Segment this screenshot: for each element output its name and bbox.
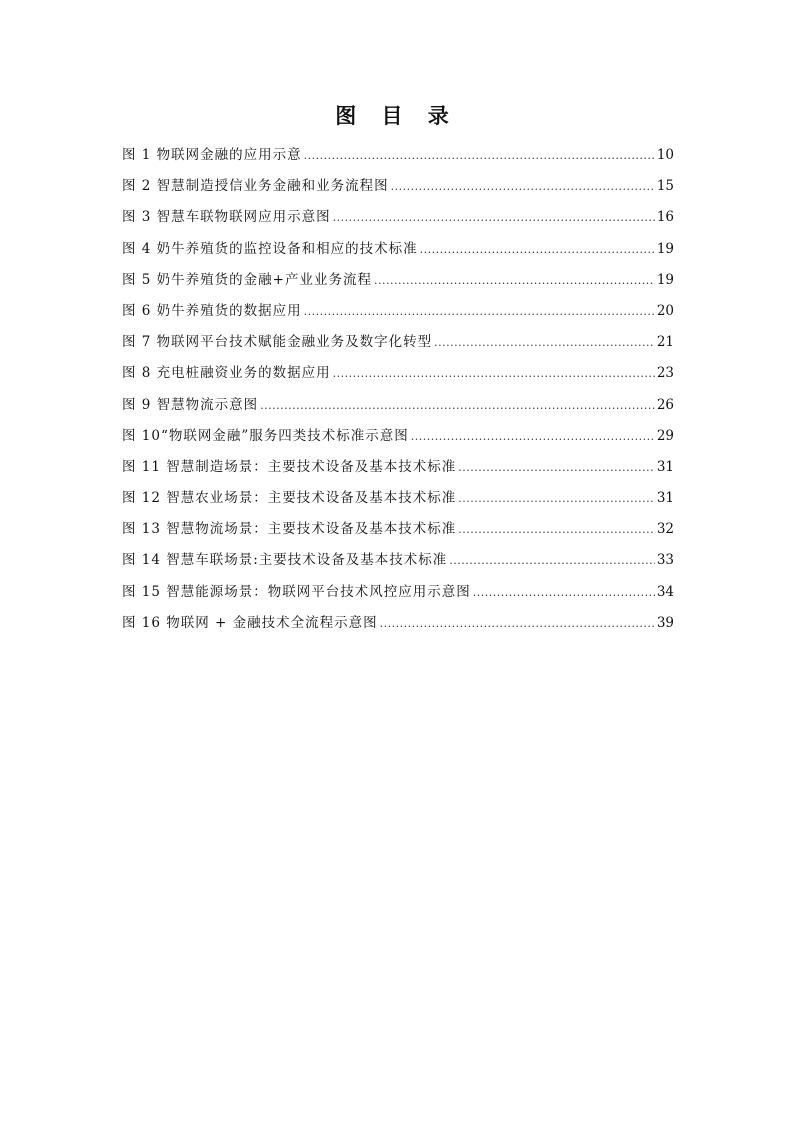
toc-dot-leader: [304, 296, 655, 327]
toc-entry-page: 19: [656, 271, 674, 288]
toc-entry-page: 15: [656, 178, 674, 195]
toc-dot-leader: [434, 327, 655, 358]
toc-entry-page: 31: [656, 490, 674, 507]
toc-entry[interactable]: [122, 421, 674, 452]
toc-entry-label: 图 16 物联网 + 金融技术全流程示意图: [122, 614, 378, 631]
toc-entry-label: 图 2 智慧制造授信业务金融和业务流程图: [122, 178, 389, 195]
toc-entry-label: 图 15 智慧能源场景：物联网平台技术风控应用示意图: [122, 583, 471, 600]
toc-entry-page: 10: [656, 147, 674, 163]
toc-entry-label: 图 14 智慧车联场景:主要技术设备及基本技术标准: [122, 552, 448, 569]
toc-entry[interactable]: [122, 608, 674, 639]
toc-entry-label: 图 6 奶牛养殖货的数据应用: [122, 302, 302, 319]
toc-entry[interactable]: [122, 202, 674, 233]
page-title: 图 目 录: [335, 104, 458, 128]
toc-entry-page: 33: [656, 552, 674, 569]
toc-entry[interactable]: [122, 265, 674, 296]
toc-dot-leader: [260, 390, 655, 421]
toc-entry-label: 图 10“物联网金融”服务四类技术标准示意图: [122, 427, 409, 444]
toc-dot-leader: [333, 358, 655, 389]
toc-entry[interactable]: [122, 452, 674, 483]
figure-toc-list: [122, 140, 674, 639]
toc-dot-leader: [391, 171, 655, 202]
toc-entry[interactable]: [122, 140, 674, 171]
toc-entry-page: 31: [656, 458, 674, 475]
toc-dot-leader: [473, 577, 655, 608]
toc-dot-leader: [420, 234, 655, 265]
toc-dot-leader: [380, 608, 655, 639]
toc-entry-label: 图 1 物联网金融的应用示意: [122, 147, 302, 163]
toc-entry-label: 图 7 物联网平台技术赋能金融业务及数字化转型: [122, 334, 433, 351]
toc-entry-page: 16: [656, 209, 674, 226]
toc-entry-page: 39: [656, 614, 674, 631]
toc-entry-page: 20: [656, 302, 674, 319]
toc-entry[interactable]: [122, 296, 674, 327]
toc-entry-page: 32: [656, 521, 674, 538]
toc-entry[interactable]: [122, 577, 674, 608]
toc-entry-page: 34: [656, 583, 674, 600]
toc-entry-page: 19: [656, 240, 674, 257]
toc-entry-label: 图 3 智慧车联物联网应用示意图: [122, 209, 331, 226]
toc-entry-page: 26: [656, 396, 674, 413]
toc-entry-label: 图 5 奶牛养殖货的金融+产业业务流程: [122, 271, 372, 288]
toc-entry[interactable]: [122, 327, 674, 358]
toc-dot-leader: [333, 202, 655, 233]
toc-entry-page: 29: [656, 427, 674, 444]
toc-dot-leader: [458, 514, 655, 545]
toc-entry[interactable]: [122, 358, 674, 389]
toc-dot-leader: [458, 483, 655, 514]
toc-entry-page: 23: [656, 365, 674, 382]
toc-entry-label: 图 13 智慧物流场景：主要技术设备及基本技术标准: [122, 521, 457, 538]
toc-entry-label: 图 4 奶牛养殖货的监控设备和相应的技术标准: [122, 240, 418, 257]
toc-dot-leader: [411, 421, 655, 452]
toc-entry[interactable]: [122, 390, 674, 421]
toc-dot-leader: [304, 140, 655, 171]
toc-entry-label: 图 12 智慧农业场景：主要技术设备及基本技术标准: [122, 490, 457, 507]
toc-entry[interactable]: [122, 545, 674, 576]
toc-dot-leader: [374, 265, 655, 296]
toc-dot-leader: [458, 452, 655, 483]
toc-entry[interactable]: [122, 234, 674, 265]
toc-entry-label: 图 9 智慧物流示意图: [122, 396, 259, 413]
toc-dot-leader: [449, 545, 655, 576]
toc-entry[interactable]: [122, 171, 674, 202]
toc-entry-label: 图 11 智慧制造场景：主要技术设备及基本技术标准: [122, 458, 457, 475]
toc-entry-page: 21: [656, 334, 674, 351]
toc-entry-label: 图 8 充电桩融资业务的数据应用: [122, 365, 331, 382]
toc-entry[interactable]: [122, 514, 674, 545]
toc-entry[interactable]: [122, 483, 674, 514]
